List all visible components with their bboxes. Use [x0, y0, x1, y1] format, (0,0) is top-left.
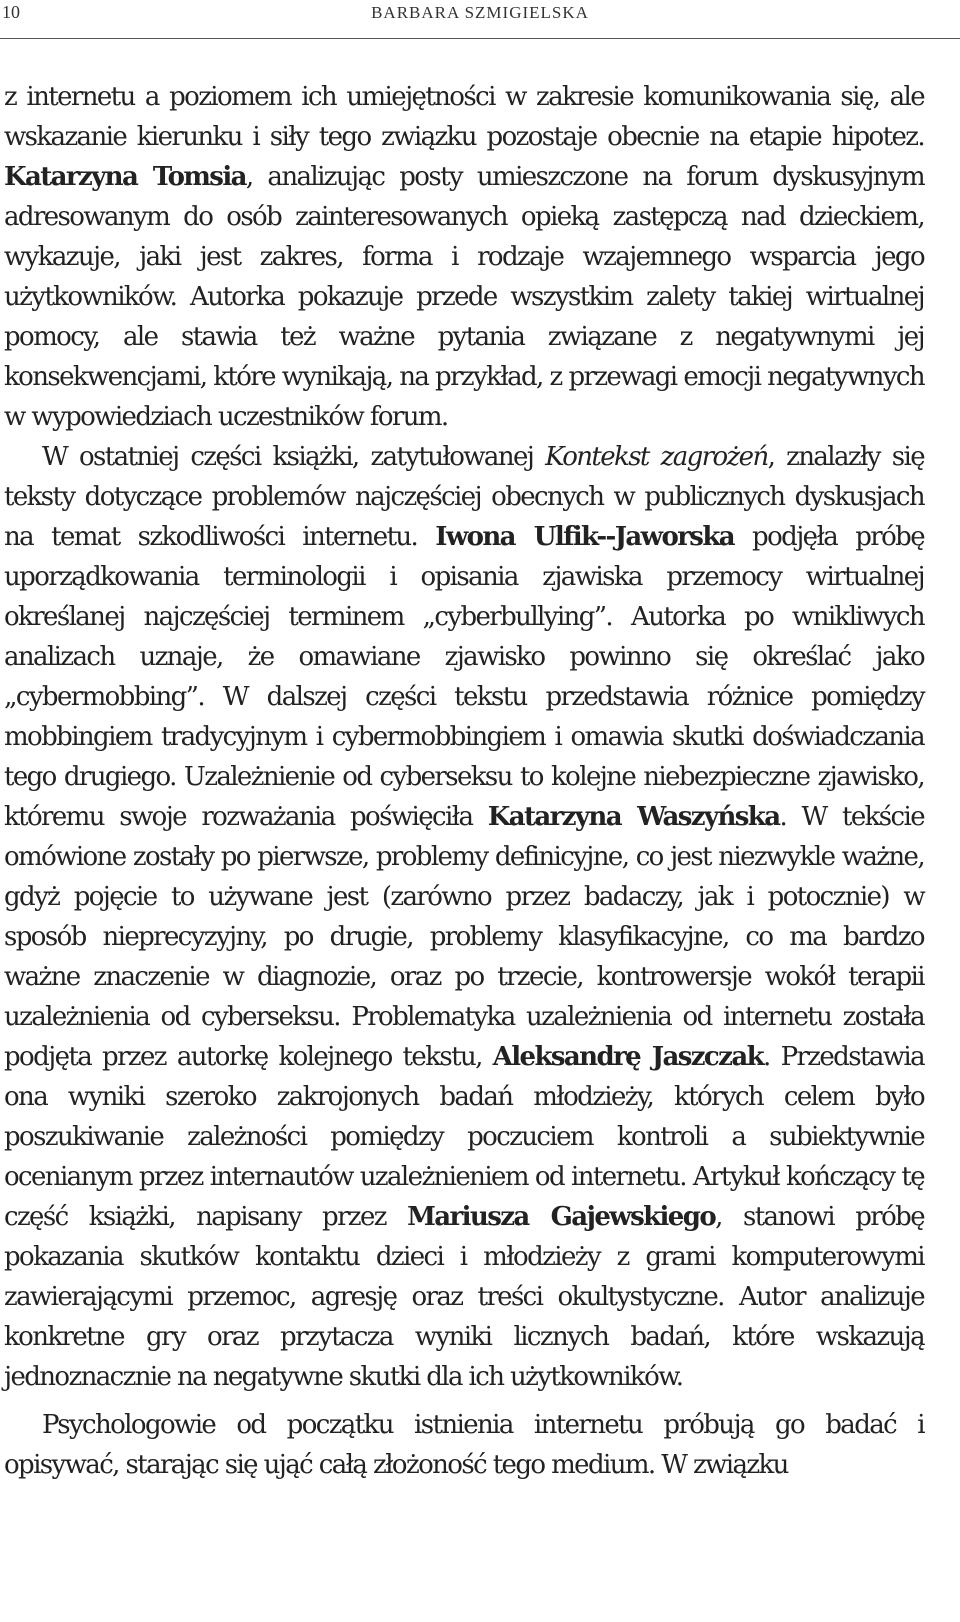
author-name-gajewski: Mariusza Gajewskiego — [407, 1202, 716, 1232]
paragraph-2-text-d: . W tekście omówione zostały po pierwsze, problemy definicyjne, co jest niezwykle ważne, gdyż pojęcie to używane jest (zarówno przez badaczy, jak i potocznie) w sposób nieprecyzyjny, po drugie, problemy klasyfikacyjne, co ma bardzo ważne znaczenie w diagnozie, oraz po trzecie, kontrowersje wokół terapii uzależnienia od cyberseksu. Problematyka uzależnienia od internetu została podjęta przez autorkę kolejnego tekstu, — [4, 802, 924, 1072]
page-number: 10 — [2, 2, 20, 22]
paragraph-1-text-b: , analizując posty umieszczone na forum dyskusyjnym adresowanym do osób zainteresowanych opieką zastępczą nad dzieckiem, wykazuje, jaki jest zakres, forma i rodzaje wzajemnego wsparcia jego użytkowników. Autorka pokazuje przede wszystkim zalety takiej wirtualnej pomocy, ale stawia też ważne pytania związane z negatywnymi jej konsekwencjami, które wynikają, na przykład, z przewagi emocji negatywnych w wypowiedziach uczestników forum. — [4, 162, 925, 432]
author-name-jaszczak: Aleksandrę Jaszczak — [492, 1042, 763, 1072]
author-name-tomsia: Katarzyna Tomsia — [4, 162, 246, 192]
paragraph-2-text-b: , znalazły się teksty dotyczące problemów najczęściej obecnych w publicznych dyskusjach na temat szkodliwości internetu. — [4, 442, 924, 552]
paragraph-1 — [4, 77, 924, 437]
body-text — [4, 77, 924, 1485]
paragraph-3-text: Psychologowie od początku istnienia internetu próbują go badać i opisywać, starając się ująć całą złożoność tego medium. W związku — [4, 1410, 924, 1480]
running-head-author: BARBARA SZMIGIELSKA — [371, 3, 589, 22]
section-title: Kontekst zagrożeń — [545, 442, 768, 472]
author-name-ulfik-jaworska: Iwona Ulfik-​-Jaworska — [435, 522, 734, 552]
running-head — [0, 0, 960, 39]
paragraph-2-text-f: , stanowi próbę pokazania skutków kontaktu dzieci i młodzieży z grami komputerowymi zawierającymi przemoc, agresję oraz treści okultystyczne. Autor analizuje konkretne gry oraz przytacza wyniki licznych badań, które wskazują jednoznacznie na negatywne skutki dla ich użytkowników. — [4, 1202, 924, 1392]
paragraph-2-text-c: podjęła próbę uporządkowania terminologii i opisania zjawiska przemocy wirtualnej określanej najczęściej terminem „cyberbullying”. Autorka po wnikliwych analizach uznaje, że omawiane zjawisko powinno się określać jako „cybermobbing”. W dalszej części tekstu przedstawia różnice pomiędzy mobbingiem tradycyjnym i cybermobbingiem i omawia skutki doświadczania tego drugiego. Uzależnienie od cyberseksu to kolejne niebezpieczne zjawisko, któremu swoje rozważania poświęciła — [4, 522, 924, 832]
author-name-waszynska: Katarzyna Waszyńska — [487, 802, 780, 832]
paragraph-2-text-e: . Przedstawia ona wyniki szeroko zakrojonych badań młodzieży, których celem było poszukiwanie zależności pomiędzy poczuciem kontroli a subiektywnie ocenianym przez internautów uzależnieniem od internetu. Artykuł kończący tę część książki, napisany przez — [4, 1042, 924, 1232]
paragraph-2 — [4, 437, 924, 1397]
paragraph-3 — [4, 1405, 924, 1485]
paragraph-1-text-a: z internetu a poziomem ich umiejętności w zakresie komunikowania się, ale wskazanie kierunku i siły tego związku pozostaje obecnie na etapie hipotez. — [4, 82, 924, 152]
paragraph-2-text-a: W ostatniej części książki, zatytułowanej — [42, 442, 546, 472]
